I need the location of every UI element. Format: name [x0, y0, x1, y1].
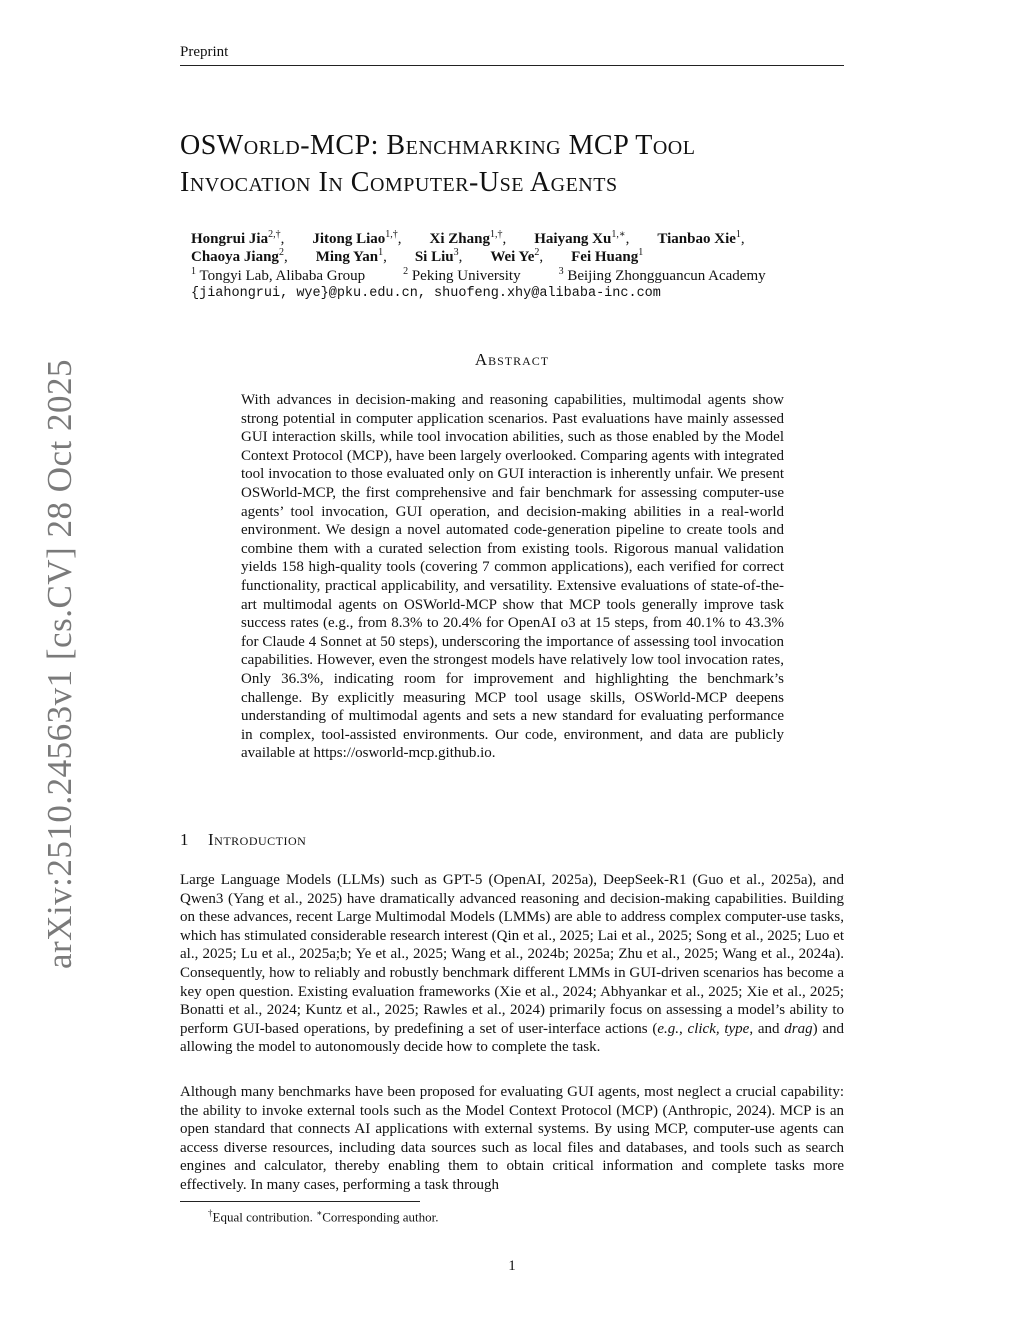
title-segment: OSW: [180, 130, 244, 161]
author-name: Xi Zhang$^{1,\dagger}$,: [429, 229, 507, 247]
paper-title-line-1: [180, 130, 695, 162]
author-list-line-2: [191, 247, 671, 266]
title-segment: I: [180, 167, 190, 198]
author-name: Hongrui Jia$^{2,\dagger}$,: [191, 229, 285, 247]
footnote-rule: [180, 1201, 420, 1202]
footnote: †Equal contribution. ∗Corresponding author.: [208, 1208, 439, 1225]
title-segment: I: [311, 167, 329, 198]
affiliation: $^2$ Peking University: [403, 266, 521, 284]
title-segment: n: [328, 167, 344, 198]
title-segment: gents: [550, 167, 618, 198]
page-number: 1: [508, 1258, 516, 1274]
title-segment: ool: [652, 130, 696, 161]
title-segment: se: [499, 167, 524, 198]
title-segment: -MCP: B: [300, 130, 406, 161]
title-segment: MCP T: [561, 130, 653, 161]
running-head: Preprint: [180, 44, 229, 60]
author-name: Tianbao Xie$^1$,: [657, 229, 745, 247]
author-name: Chaoya Jiang$^2$,: [191, 247, 288, 265]
abstract-heading: Abstract: [474, 350, 550, 369]
title-segment: A: [523, 167, 551, 198]
title-segment: C: [343, 167, 370, 198]
introduction-paragraph-2: Although many benchmarks have been proposed for evaluating GUI agents, most neglect a crucial capability: the ability to invoke external tools such as the Model Context Protocol (MCP) (Anthropic, 2024). MCP is an open standard that connects AI applications with external systems. By using MCP, computer-use agents can access diverse resources, including data sources such as local files and databases, and tools such as search engines and calculator, thereby enabling them to obtain critical information and complete tasks more effectively. In many cases, performing a task through: [180, 1084, 844, 1193]
affiliation: $^3$ Beijing Zhongguancun Academy: [558, 266, 766, 284]
author-name: Haiyang $Xu^{1,∗}$,: [534, 229, 630, 247]
author-emails: {jiahongrui, wye}@pku.edu.cn, shuofeng.xhy@alibaba-inc.com: [191, 286, 661, 301]
author-name: Jitong Liao$^{1,\dagger}$,: [312, 229, 402, 247]
title-segment: -U: [469, 167, 500, 198]
title-segment: enchmarking: [405, 130, 562, 161]
title-segment: nvocation: [189, 167, 311, 198]
author-name: Wei Ye$^2$,: [490, 247, 544, 265]
affiliation: $^1$ Tongyi Lab, Alibaba Group: [191, 266, 366, 284]
title-segment: orld: [243, 130, 301, 161]
affiliations: [191, 266, 804, 285]
section-number: 1: [180, 830, 189, 849]
author-list-line-1: [191, 229, 773, 248]
title-segment: omputer: [369, 167, 470, 198]
author-name: Ming Yan$^1$,: [315, 247, 387, 265]
header-rule: [180, 65, 844, 66]
author-name: Si Liu$^3$,: [414, 247, 463, 265]
arxiv-identifier-stamp: arXiv:2510.24563v1 [cs.CV] 28 Oct 2025: [40, 358, 79, 970]
section-heading-introduction: 1 Introduction: [180, 830, 307, 849]
paper-title-line-2: [180, 167, 618, 199]
author-name: Fei Huang$^1$: [571, 247, 644, 265]
abstract-text: With advances in decision-making and reasoning capabilities, multimodal agents show strong potential in computer application scenarios. Past evaluations have mainly assessed GUI interaction skills, while tool invocation abilities, such as those enabled by the Model Context Protocol (MCP), have been largely overlooked. Comparing agents with integrated tool invocation to those evaluated only on GUI interaction is inherently unfair. We present OSWorld-MCP, the first comprehensive and fair benchmark for assessing computer-use agents’ tool invocation, GUI operation, and decision-making abilities in a real-world environment. We design a novel automated code-generation pipeline to create tools and combine them with a curated selection from existing tools. Rigorous manual validation yields 158 high-quality tools (covering 7 common applications), each verified for correct functionality, practical applicability, and versatility. Extensive evaluations of state-of-the-art multimodal agents on OSWorld-MCP show that MCP tools generally improve task success rates (e.g., from 8.3% to 20.4% for OpenAI o3 at 15 steps, from 40.1% to 43.3% for Claude 4 Sonnet at 50 steps), underscoring the importance of assessing tool invocation capabilities. However, even the strongest models have relatively low tool invocation rates, Only 36.3%, indicating room for improvement and highlighting the benchmark’s challenge. By explicitly measuring MCP tool usage skills, OSWorld-MCP deepens understanding of multimodal agents and sets a new standard for evaluating performance in complex, tool-assisted environments. Our code, environment, and data are publicly available at https://osworld-mcp.github.io.: [241, 392, 784, 762]
introduction-paragraph-1: Large Language Models (LLMs) such as GPT-5 (OpenAI, 2025a), DeepSeek-R1 (Guo et al., 2025a), and Qwen3 (Yang et al., 2025) have dramatically advanced reasoning and decision-making capabilities. Building on these advances, recent Large Multimodal Models (LMMs) are able to address complex computer-use tasks, which has stimulated considerable research interest (Qin et al., 2025; Lai et al., 2025; Song et al., 2025; Luo et al., 2025; Lu et al., 2025a;b; Ye et al., 2025; Wang et al., 2024b; 2025a; Zhu et al., 2025; Wang et al., 2024a). Consequently, how to reliably and robustly benchmark different LMMs in GUI-driven scenarios has become a key open question. Existing evaluation frameworks (Xie et al., 2024; Abhyankar et al., 2025; Xie et al., 2025; Bonatti et al., 2024; Kuntz et al., 2025; Rawles et al., 2024) primarily focus on assessing a model’s ability to perform GUI-based operations, by predefining a set of user-interface actions (e.g., click, type, and drag) and allowing the model to autonomously decide how to complete the task.: [180, 872, 844, 1056]
